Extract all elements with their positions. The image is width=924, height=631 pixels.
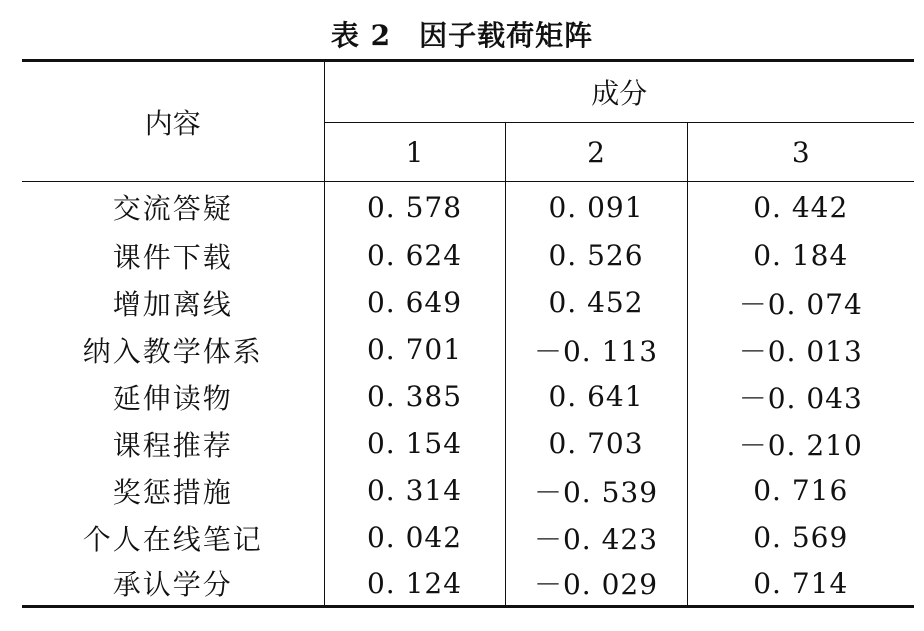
row-item-label: 奖惩措施 [22,467,324,514]
loading-value-2: 0. 703 [505,420,687,467]
table-caption [0,14,924,54]
factor-loading-table [22,59,914,608]
loading-value-3: －0. 013 [738,334,863,368]
loading-value-2: 0. 091 [505,182,687,233]
loading-value-1: 0. 042 [324,514,505,561]
loading-value-1: 0. 649 [324,279,505,326]
loading-value-3: －0. 074 [738,287,863,321]
header-row-group [22,61,914,123]
row-item-label: 增加离线 [22,279,324,326]
component-group-header: 成分 [324,61,914,123]
table-row [22,561,914,607]
loading-value-3: 0. 714 [753,566,849,600]
loading-value-3: 0. 442 [753,190,849,224]
table-row [22,326,914,373]
table-row [22,420,914,467]
loading-value-2: 0. 452 [505,279,687,326]
loading-value-2: 0. 526 [505,232,687,279]
loading-value-3: －0. 210 [738,428,863,462]
loading-value-2: 0. 641 [505,373,687,420]
table-row [22,182,914,233]
table-row [22,373,914,420]
row-item-label: 承认学分 [22,561,324,607]
component-header-3: 3 [687,123,914,182]
loading-value-1: 0. 385 [324,373,505,420]
component-header-2: 2 [505,123,687,182]
table-row [22,279,914,326]
table-row [22,467,914,514]
row-item-label: 纳入教学体系 [22,326,324,373]
loading-value-3: －0. 043 [738,381,863,415]
loading-value-3: 0. 569 [753,521,849,554]
loading-value-2: －0. 029 [505,561,687,607]
loading-value-3: 0. 716 [753,474,849,507]
row-item-label: 个人在线笔记 [22,514,324,561]
loading-value-1: 0. 154 [324,420,505,467]
loading-value-1: 0. 314 [324,467,505,514]
loading-value-2: －0. 539 [505,467,687,514]
loading-value-1: 0. 624 [324,232,505,279]
loading-value-2: －0. 113 [505,326,687,373]
row-item-label: 交流答疑 [22,182,324,233]
table-title: 因子载荷矩阵 [419,19,594,52]
row-item-label: 延伸读物 [22,373,324,420]
row-item-label: 课件下载 [22,232,324,279]
component-header-1: 1 [324,123,505,182]
loading-value-3: 0. 184 [753,239,849,272]
table-row [22,514,914,561]
loading-value-1: 0. 578 [324,182,505,233]
loading-value-1: 0. 701 [324,326,505,373]
loading-value-1: 0. 124 [324,561,505,607]
row-item-label: 课程推荐 [22,420,324,467]
table-number: 表 2 [330,19,392,52]
content-column-header: 内容 [22,61,324,182]
loading-value-2: －0. 423 [505,514,687,561]
table-row [22,232,914,279]
